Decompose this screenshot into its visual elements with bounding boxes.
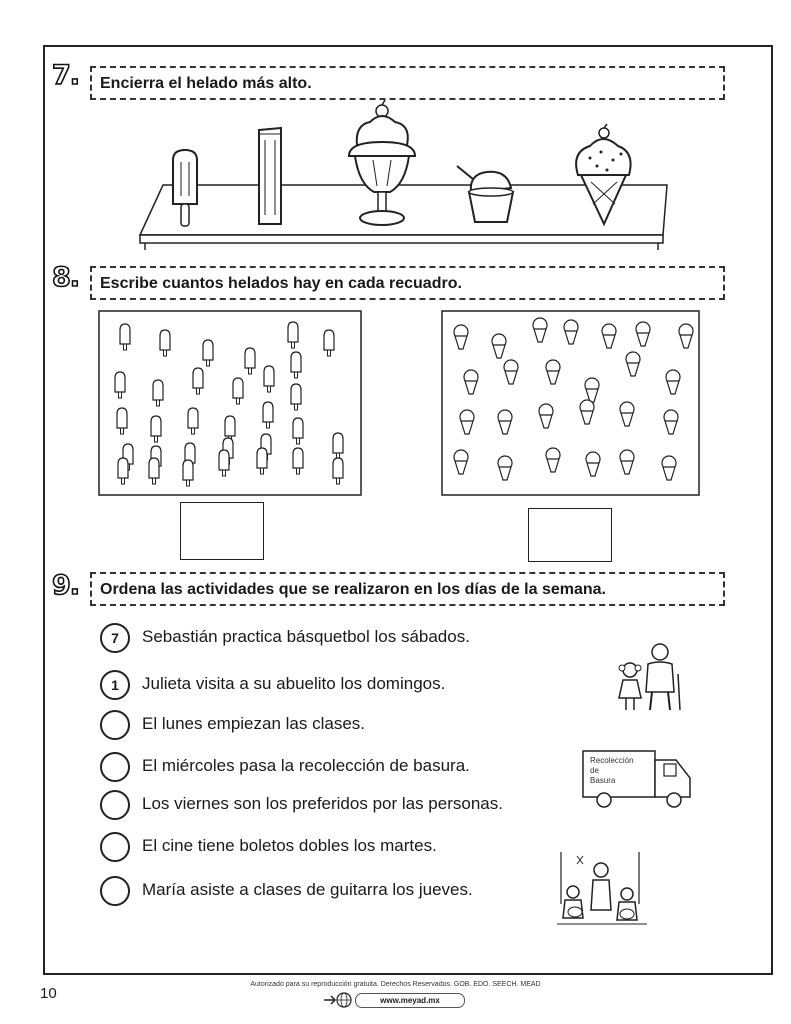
activity-order-circle[interactable] — [100, 832, 130, 862]
grandfather-girl-illustration — [608, 640, 688, 712]
activity-order-circle[interactable]: 1 — [100, 670, 130, 700]
activity-text: El cine tiene boletos dobles los martes. — [142, 836, 437, 855]
activity-order-circle[interactable]: 7 — [100, 623, 130, 653]
activity-text: María asiste a clases de guitarra los jueves. — [142, 880, 473, 899]
truck-label-line: Basura — [590, 776, 616, 785]
copyright-notice: Autorizado para su reproducción gratuita. Derechos Reservados. GOB. EDO. SEECH. MEAD — [250, 981, 541, 988]
question-9-instruction: Ordena las actividades que se realizaron en los días de la semana. — [90, 572, 725, 606]
question-7-instruction: Encierra el helado más alto. — [90, 66, 725, 100]
truck-label-line: Recolección — [590, 756, 634, 765]
tube-popsicle-icon[interactable] — [259, 128, 281, 224]
activity-text: Los viernes son los preferidos por las personas. — [142, 794, 503, 813]
cone-count-answer[interactable] — [528, 508, 612, 562]
garbage-truck-illustration — [580, 748, 695, 810]
question-9-number: 9. — [52, 570, 80, 601]
guitar-class-illustration — [555, 848, 650, 928]
question-8-number: 8. — [52, 262, 80, 293]
activity-text: Sebastián practica básquetbol los sábados. — [142, 627, 470, 646]
activity-order-circle[interactable] — [100, 790, 130, 820]
globe-icon — [322, 991, 354, 1008]
page-number: 10 — [40, 985, 57, 1002]
activity-order-circle[interactable] — [100, 876, 130, 906]
activity-text: El lunes empiezan las clases. — [142, 714, 366, 733]
activity-order-circle[interactable] — [100, 710, 130, 740]
ice-cream-shelf — [135, 100, 675, 252]
truck-label-line: de — [590, 766, 599, 775]
activity-order-circle[interactable] — [100, 752, 130, 782]
question-8-instruction: Escribe cuantos helados hay en cada recuadro. — [90, 266, 725, 300]
website-link[interactable]: www.meyad.mx — [355, 993, 465, 1008]
activity-text: El miércoles pasa la recolección de basura. — [142, 756, 470, 775]
cone-counting-box — [441, 310, 701, 496]
question-7-number: 7. — [52, 60, 80, 91]
activity-text: Julieta visita a su abuelito los domingos. — [142, 674, 446, 693]
popsicle-count-answer[interactable] — [180, 502, 264, 560]
popsicle-counting-box — [98, 310, 363, 496]
